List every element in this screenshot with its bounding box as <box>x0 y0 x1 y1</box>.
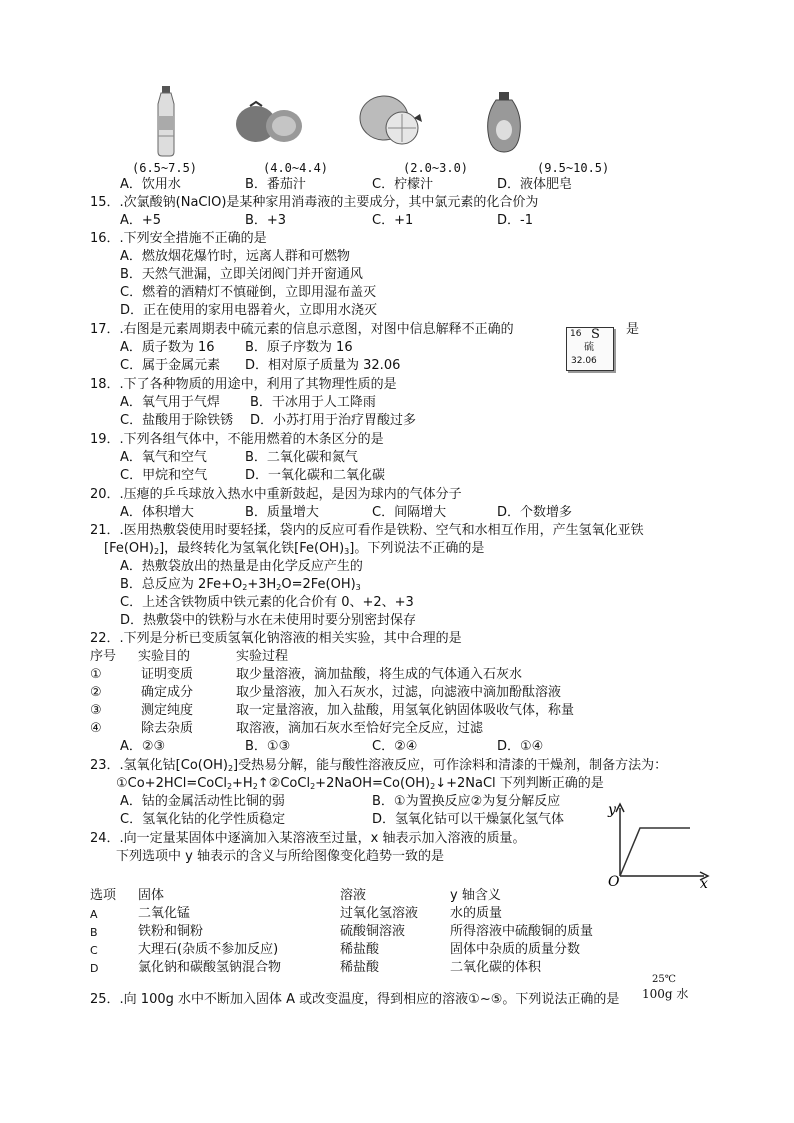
lemon-image <box>358 92 424 150</box>
q24-row-a-y-meaning: 水的质量 <box>450 906 503 921</box>
q22-option-c: C．②④ <box>372 739 418 754</box>
q21-optb-sub-oh3: 3 <box>355 583 361 592</box>
q14-option-c: C．柠檬汁 <box>372 177 434 192</box>
q14-option-d: D．液体肥皂 <box>497 177 573 192</box>
q22-row-3-purpose: 测定纯度 <box>141 703 194 718</box>
q24-row-c-solution: 稀盐酸 <box>340 942 380 957</box>
q24-row-b-option: B <box>90 926 98 939</box>
q24-stem-line2: 下列选项中 y 轴表示的含义与所给图像变化趋势一致的是 <box>116 849 444 864</box>
q23-sub-oh2: 2 <box>430 782 436 791</box>
q23-stem-2b: +H <box>232 776 253 791</box>
q22-row-4-purpose: 除去杂质 <box>141 721 194 736</box>
q23-stem-2c: ↑②CoCl <box>257 776 311 791</box>
q22-header-process: 实验过程 <box>236 649 289 664</box>
q23-stem-2a: ①Co+2HCl=CoCl <box>116 776 227 791</box>
q21-sub-2: 2 <box>154 547 160 556</box>
q16-option-a: A．燃放烟花爆竹时，远离人群和可燃物 <box>120 249 350 264</box>
q22-header-purpose: 实验目的 <box>138 649 191 664</box>
q21-option-a: A．热敷袋放出的热量是由化学反应产生的 <box>120 559 363 574</box>
q23-stem-2e: ↓+2NaCl 下列判断正确的是 <box>435 776 604 791</box>
q21-optb-1: B．总反应为 2Fe+O <box>120 577 243 592</box>
q25-temperature-label: 25℃ <box>652 974 676 985</box>
q24-graph <box>604 798 714 890</box>
q24-row-a-option: A <box>90 908 98 921</box>
q22-row-2-purpose: 确定成分 <box>141 685 194 700</box>
drinking-water-bottle-image <box>150 86 182 158</box>
q24-header-solid: 固体 <box>138 888 165 903</box>
q19-option-a: A．氧气和空气 <box>120 450 207 465</box>
q24-graph-y-label: y <box>608 802 616 818</box>
q15-option-a: A．+5 <box>120 213 162 228</box>
q21-stem-2a: [Fe(OH) <box>104 541 154 556</box>
q23-stem-line2 <box>116 775 604 795</box>
q24-row-b-solid: 铁粉和铜粉 <box>138 924 204 939</box>
q22-row-1-process: 取少量溶液，滴加盐酸，将生成的气体通入石灰水 <box>236 667 523 682</box>
q18-option-a: A．氧气用于气焊 <box>120 395 220 410</box>
q22-row-2-index: ② <box>90 685 102 700</box>
q24-row-d-solid: 氯化钠和碳酸氢钠混合物 <box>138 960 282 975</box>
q21-optb-2: +3H <box>247 577 277 592</box>
q24-row-d-solution: 稀盐酸 <box>340 960 380 975</box>
q24-stem-line1: 24．.向一定量某固体中逐滴加入某溶液至过量，x 轴表示加入溶液的质量。 <box>90 831 526 846</box>
q24-header-y-meaning: y 轴含义 <box>450 888 501 903</box>
liquid-soap-bottle-image <box>484 92 524 154</box>
q24-row-b-solution: 硫酸铜溶液 <box>340 924 406 939</box>
q17-option-a: A．质子数为 16 <box>120 340 215 355</box>
q21-stem-line1: 21．.医用热敷袋使用时要轻揉，袋内的反应可看作是铁粉、空气和水相互作用，产生氢氧化亚铁 <box>90 523 644 538</box>
q24-row-b-y-meaning: 所得溶液中硫酸铜的质量 <box>450 924 594 939</box>
q20-stem: 20．.压瘪的乒乓球放入热水中重新鼓起，是因为球内的气体分子 <box>90 487 462 502</box>
q18-option-b: B．干冰用于人工降雨 <box>250 395 376 410</box>
q19-option-c: C．甲烷和空气 <box>120 468 208 483</box>
q17-stem-tail: 是 <box>626 322 640 337</box>
q15-stem: 15．.次氯酸钠(NaClO)是某种家用消毒液的主要成分，其中氯元素的化合价为 <box>90 195 539 210</box>
q21-stem-2c: ]。下列说法不正确的是 <box>349 541 485 556</box>
q23-stem-1a: 23．.氢氧化钴[Co(OH) <box>90 758 228 773</box>
q17-option-c: C．属于金属元素 <box>120 358 221 373</box>
q22-row-3-process: 取一定量溶液，加入盐酸，用氢氧化钠固体吸收气体，称量 <box>236 703 575 718</box>
q16-option-c: C．燃着的酒精灯不慎碰倒，立即用湿布盖灭 <box>120 285 377 300</box>
q21-optb-sub-o2: 2 <box>242 583 248 592</box>
q22-row-4-index: ④ <box>90 721 102 736</box>
q21-stem-line2 <box>104 540 484 560</box>
q17-option-b: B．原子序数为 16 <box>245 340 353 355</box>
q24-header-option: 选项 <box>90 888 117 903</box>
q24-row-c-option: C <box>90 944 98 957</box>
q14-option-b: B．番茄汁 <box>245 177 306 192</box>
q23-option-c: C．氢氧化钴的化学性质稳定 <box>120 812 286 827</box>
q24-row-c-y-meaning: 固体中杂质的质量分数 <box>450 942 581 957</box>
tomato-image <box>234 94 304 150</box>
q19-option-b: B．二氧化碳和氮气 <box>245 450 358 465</box>
q21-optb-sub-h2: 2 <box>276 583 282 592</box>
q20-option-a: A．体积增大 <box>120 505 194 520</box>
q24-graph-origin-label: O <box>608 874 620 890</box>
q23-sub-cl2-2: 2 <box>310 782 316 791</box>
q16-option-d: D．正在使用的家用电器着火，立即用水浇灭 <box>120 303 378 318</box>
ph-label-soap: (9.5~10.5) <box>537 161 610 175</box>
q22-row-4-process: 取溶液，滴加石灰水至恰好完全反应，过滤 <box>236 721 484 736</box>
q15-option-b: B．+3 <box>245 213 287 228</box>
q23-option-a: A．钴的金属活动性比铜的弱 <box>120 794 285 809</box>
q23-option-b: B．①为置换反应②为复分解反应 <box>372 794 561 809</box>
q22-row-1-purpose: 证明变质 <box>141 667 194 682</box>
q19-option-d: D．一氧化碳和二氧化碳 <box>245 468 386 483</box>
q20-option-d: D．个数增多 <box>497 505 573 520</box>
q23-stem-2d: +2NaOH=Co(OH) <box>315 776 431 791</box>
q24-row-a-solid: 二氧化锰 <box>138 906 191 921</box>
q21-option-c: C．上述含铁物质中铁元素的化合价有 0、+2、+3 <box>120 595 414 610</box>
q15-option-c: C．+1 <box>372 213 414 228</box>
q24-row-a-solution: 过氧化氢溶液 <box>340 906 419 921</box>
q22-row-3-index: ③ <box>90 703 102 718</box>
ph-label-lemon: (2.0~3.0) <box>403 161 469 175</box>
ph-label-tomato: (4.0~4.4) <box>263 161 329 175</box>
q23-sub-h2: 2 <box>252 782 258 791</box>
q25-stem: 25．.向 100g 水中不断加入固体 A 或改变温度，得到相应的溶液①~⑤。下列说法正确的是 <box>90 992 620 1007</box>
q15-option-d: D．-1 <box>497 213 533 228</box>
q21-sub-3: 3 <box>344 547 350 556</box>
q16-stem: 16．.下列安全措施不正确的是 <box>90 231 267 246</box>
q23-stem-1b: ]受热易分解，能与酸性溶液反应，可作涂料和清漆的干燥剂，制备方法为： <box>233 758 668 773</box>
q22-row-2-process: 取少量溶液，加入石灰水，过滤，向滤液中滴加酚酞溶液 <box>236 685 562 700</box>
q21-option-d: D．热敷袋中的铁粉与水在未使用时要分别密封保存 <box>120 613 417 628</box>
q17-option-d: D．相对原子质量为 32.06 <box>245 358 401 373</box>
tile-symbol: S <box>591 327 600 342</box>
q21-optb-3: O=2Fe(OH) <box>281 577 356 592</box>
q22-option-d: D．①④ <box>497 739 544 754</box>
q22-header-index: 序号 <box>90 649 117 664</box>
q17-stem: 17．.右图是元素周期表中硫元素的信息示意图，对图中信息解释不正确的 <box>90 322 514 337</box>
q18-option-d: D．小苏打用于治疗胃酸过多 <box>250 413 417 428</box>
tile-name: 硫 <box>584 342 594 353</box>
q23-sub-cl2-1: 2 <box>226 782 233 791</box>
q24-graph-x-label: x <box>700 876 708 890</box>
q23-option-d: D．氢氧化钴可以干燥氯化氢气体 <box>372 812 565 827</box>
q24-row-d-y-meaning: 二氧化碳的体积 <box>450 960 542 975</box>
q22-option-b: B．①③ <box>245 739 291 754</box>
sulfur-element-tile <box>566 327 614 371</box>
q19-stem: 19．.下列各组气体中，不能用燃着的木条区分的是 <box>90 432 384 447</box>
q24-row-c-solid: 大理石(杂质不参加反应) <box>138 942 279 957</box>
q18-option-c: C．盐酸用于除铁锈 <box>120 413 234 428</box>
q20-option-c: C．间隔增大 <box>372 505 447 520</box>
q18-stem: 18．.下了各种物质的用途中，利用了其物理性质的是 <box>90 377 397 392</box>
q22-option-a: A．②③ <box>120 739 166 754</box>
q23-stem-line1 <box>90 757 667 777</box>
q25-water-label: 100g 水 <box>642 987 689 1001</box>
tile-atomic-number: 16 <box>570 329 582 339</box>
q24-header-solution: 溶液 <box>340 888 367 903</box>
q21-stem-2b: ]，最终转化为氢氧化铁[Fe(OH) <box>159 541 345 556</box>
q23-sub-1: 2 <box>227 764 234 773</box>
q21-option-b <box>120 576 361 596</box>
tile-mass: 32.06 <box>571 356 597 366</box>
q16-option-b: B．天然气泄漏，立即关闭阀门并开窗通风 <box>120 267 363 282</box>
q22-stem: 22．.下列是分析已变质氢氧化钠溶液的相关实验，其中合理的是 <box>90 631 462 646</box>
q20-option-b: B．质量增大 <box>245 505 319 520</box>
ph-label-water: (6.5~7.5) <box>132 161 198 175</box>
q22-row-1-index: ① <box>90 667 102 682</box>
q14-option-a: A．饮用水 <box>120 177 181 192</box>
q24-row-d-option: D <box>90 962 99 975</box>
